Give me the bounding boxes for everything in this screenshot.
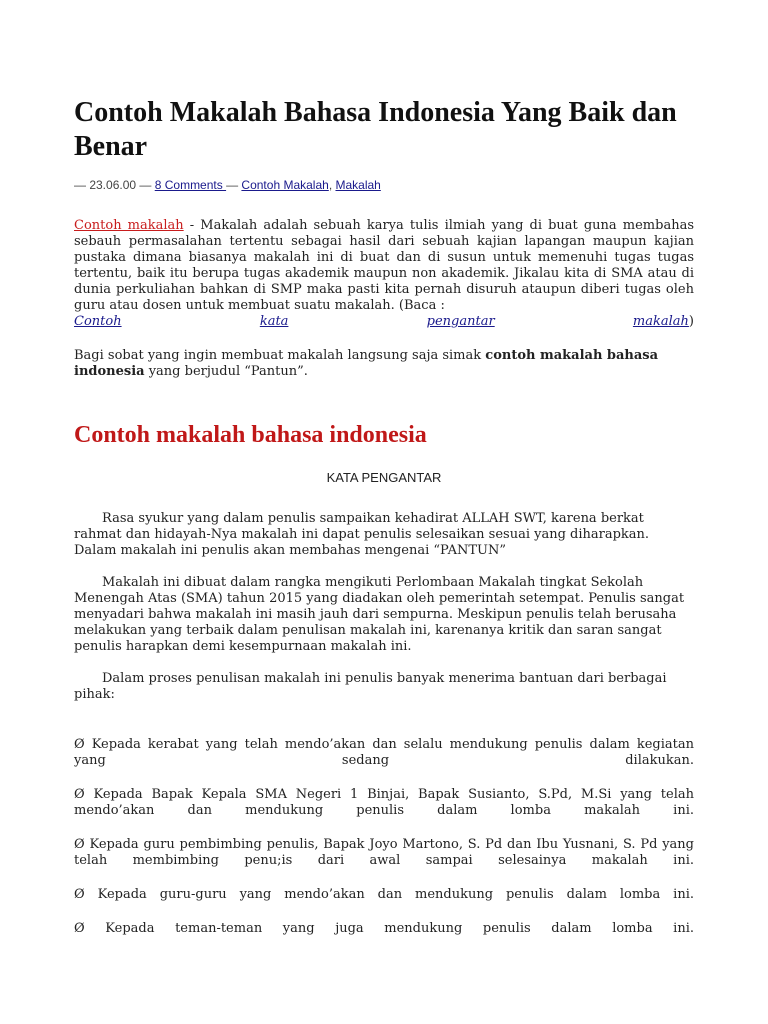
paragraph-body: Dalam proses penulisan makalah ini penulis banyak menerima bantuan dari berbagai pihak:	[74, 671, 667, 702]
comments-link[interactable]: 8 Comments	[154, 178, 227, 192]
article-title: Contoh Makalah Bahasa Indonesia Yang Baik dan Benar	[74, 97, 677, 162]
list-item: Ø Kepada Bapak Kepala SMA Negeri 1 Binjai, Bapak Susianto, S.Pd, M.Si yang telah mendo’akan dan mendukung penulis dalam lomba makalah ini.	[74, 787, 694, 818]
kata-pengantar-heading: KATA PENGANTAR	[326, 470, 442, 485]
baca-word[interactable]: Contoh	[74, 314, 122, 329]
intro-text: - Makalah adalah sebuah karya tulis ilmiah yang di buat guna membahas sebauh permasalahan tertentu sebagai hasil dari sebuah kajian lapangan maupun kajian pustaka dimana biasanya makalah ini di buat dan di susun untuk memenuhi tugas tugas tertentu, baik itu berupa tugas akademik maupun non akademik. Jikalau kita di SMA atau di dunia perkuliahan bahkan di SMP maka pasti kita pernah disuruh ataupun diberi tugas oleh guru atau dosen untuk membuat suatu makalah. (Baca :	[74, 218, 694, 313]
baca-word[interactable]: makalah	[632, 314, 689, 329]
list-item: Ø Kepada guru pembimbing penulis, Bapak Joyo Martono, S. Pd dan Ibu Yusnani, S. Pd yang telah membimbing penu;is dari awal sampai selesainya makalah ini.	[74, 837, 694, 868]
baca-link-line[interactable]	[74, 314, 694, 330]
list-item: Ø Kepada kerabat yang telah mendo’akan dan selalu mendukung penulis dalam kegiatan yang sedang dilakukan.	[74, 737, 694, 768]
category-link-contoh-makalah[interactable]: Contoh Makalah	[241, 178, 329, 192]
paragraph-2-bold: contoh makalah bahasa indonesia	[74, 348, 659, 379]
meta-date: — 23.06.00 —	[74, 178, 155, 192]
intro-paragraph	[74, 218, 694, 330]
article	[74, 96, 694, 937]
contoh-makalah-link[interactable]: Contoh makalah	[74, 218, 184, 233]
list-item: Ø Kepada teman-teman yang juga mendukung penulis dalam lomba ini.	[74, 921, 694, 936]
paragraph-2-after: yang berjudul “Pantun”.	[144, 364, 308, 379]
article-meta	[74, 178, 694, 192]
baca-close: )	[688, 314, 694, 329]
paragraph-body: Makalah ini dibuat dalam rangka mengikuti Perlombaan Makalah tingkat Sekolah Menengah Atas (SMA) tahun 2015 yang diadakan oleh pemerintah setempat. Penulis sangat menyadari bahwa makalah ini masih jauh dari sempurna. Meskipun penulis telah berusaha melakukan yang terbaik dalam penulisan makalah ini, karenanya kritik dan saran sangat penulis harapkan demi kesempurnaan makalah ini.	[74, 575, 685, 654]
paragraph-2-before: Bagi sobat yang ingin membuat makalah langsung saja simak	[74, 348, 486, 363]
paragraph-2	[74, 348, 694, 380]
meta-separator: —	[226, 178, 242, 192]
baca-word[interactable]: pengantar	[426, 314, 495, 329]
section-title: Contoh makalah bahasa indonesia	[74, 422, 427, 448]
baca-word[interactable]: kata	[259, 314, 289, 329]
category-link-makalah[interactable]: Makalah	[335, 178, 381, 192]
paragraph-body: Rasa syukur yang dalam penulis sampaikan kehadirat ALLAH SWT, karena berkat rahmat dan hidayah-Nya makalah ini dapat penulis selesaikan sesuai yang diharapkan. Dalam makalah ini penulis akan membahas mengenai “PANTUN”	[74, 511, 650, 558]
list-item: Ø Kepada guru-guru yang mendo’akan dan mendukung penulis dalam lomba ini.	[74, 887, 694, 902]
meta-comma: ,	[328, 178, 336, 192]
